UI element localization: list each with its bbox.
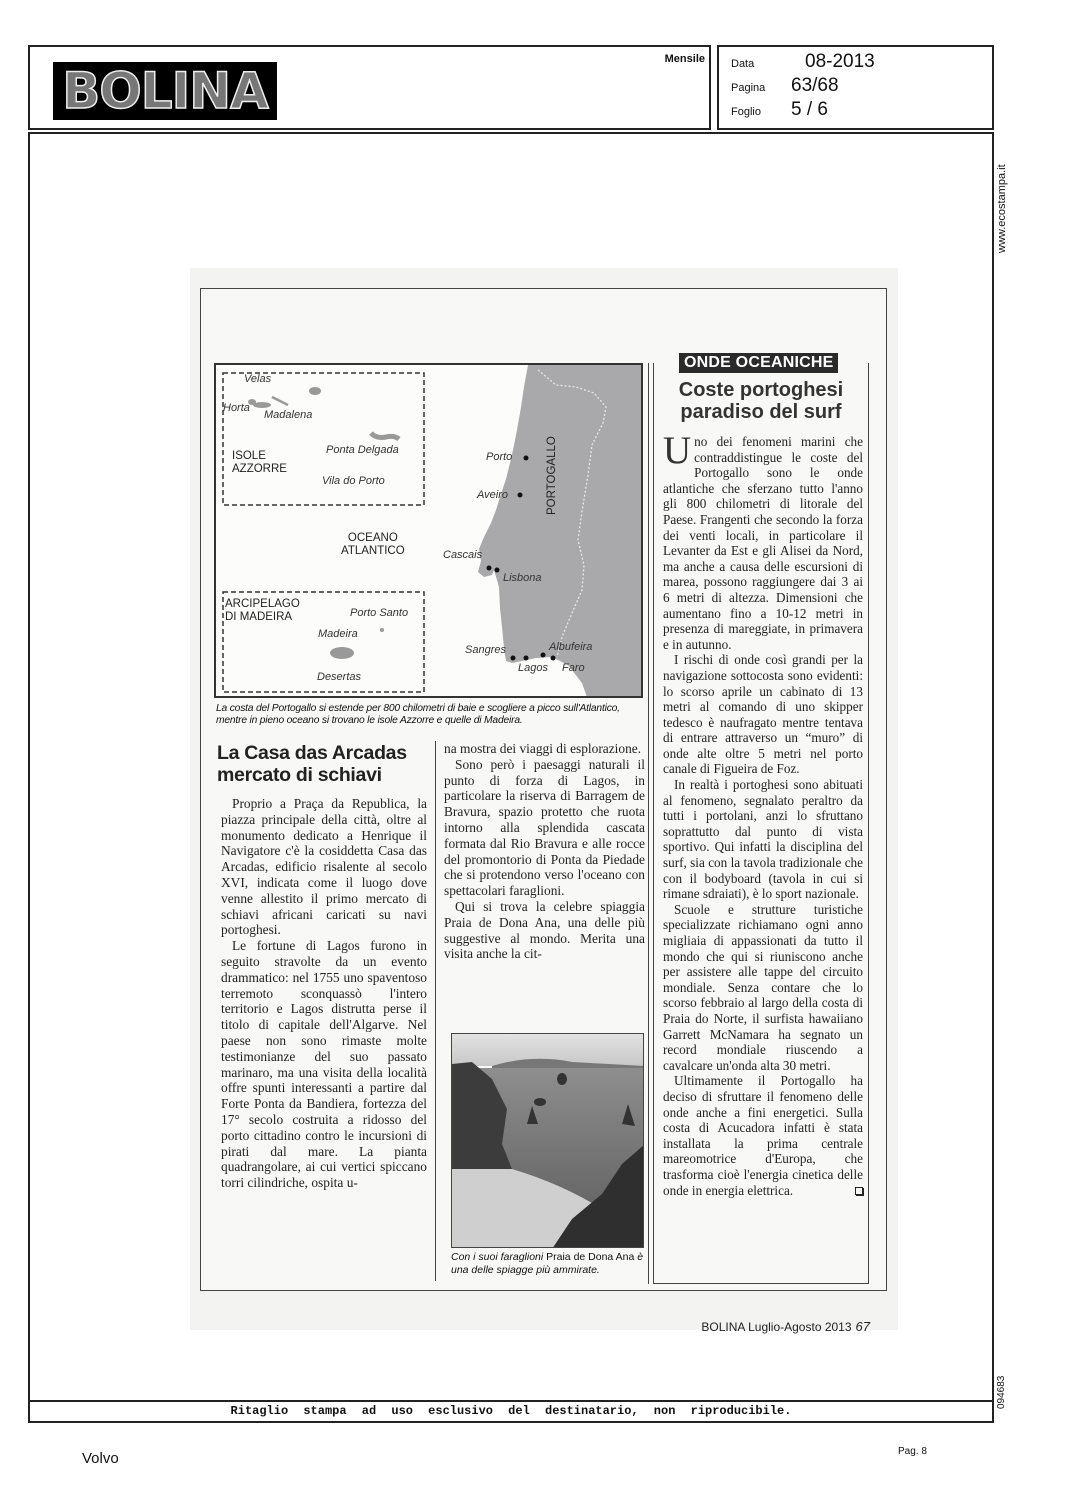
map-label-faro: Faro xyxy=(562,662,585,674)
photo-sea-stack-3 xyxy=(557,1073,567,1085)
meta-date: Data 08-2013 xyxy=(731,51,875,72)
issue-footer: BOLINA Luglio-Agosto 2013 67 xyxy=(701,1319,870,1334)
column-divider xyxy=(435,741,436,1281)
header-masthead-box xyxy=(28,45,711,130)
article-column-2 xyxy=(444,741,645,962)
city-dot-aveiro xyxy=(518,493,523,498)
side-url: www.ecostampa.it xyxy=(996,164,1008,253)
frequency-label: Mensile xyxy=(664,53,705,65)
map-label-ponta-delgada: Ponta Delgada xyxy=(326,444,399,456)
island-madeira xyxy=(330,647,354,659)
drop-cap: U xyxy=(663,429,692,472)
article-paragraph: na mostra dei viaggi di esplorazione. xyxy=(444,741,642,756)
sidebar-kicker: ONDE OCEANICHE xyxy=(679,353,838,373)
map-region-azores: ISOLE AZZORRE xyxy=(232,450,287,475)
article-title: La Casa das Arcadas mercato di schiavi xyxy=(217,742,407,786)
magazine-page xyxy=(200,288,887,1334)
client-name: Volvo xyxy=(82,1450,119,1467)
magazine-page-number: 67 xyxy=(855,1319,870,1334)
beach-photo xyxy=(451,1033,644,1248)
island-terceira xyxy=(309,387,321,395)
map-label-madalena: Madalena xyxy=(264,409,313,421)
map-label-aveiro: Aveiro xyxy=(477,489,508,501)
map-label-cascais: Cascais xyxy=(443,549,483,561)
island-sao-jorge xyxy=(272,397,288,405)
map-label-porto: Porto xyxy=(486,451,513,463)
side-code: 094683 xyxy=(996,1375,1007,1409)
sidebar-paragraph: Ultimamente il Portogallo ha deciso di sfruttare il fenomeno delle onde anche a fini energetici. Sulla costa di Acucadora infatti è stata installata la prima centrale mareomotrice d'Europa, che trasforma cioè l'energia cinetica delle onde in energia elettrica. xyxy=(663,1073,863,1198)
map-label-country: PORTOGALLO xyxy=(546,436,558,515)
city-dot-albufeira xyxy=(541,653,546,658)
map-label-lisbona: Lisbona xyxy=(503,572,542,584)
map-label-desertas: Desertas xyxy=(317,671,362,683)
map-label-lagos: Lagos xyxy=(518,662,548,674)
header-meta-box xyxy=(717,45,994,130)
portugal-map xyxy=(214,363,643,698)
sidebar-paragraph: Uno dei fenomeni marini che contraddistingue le coste del Portogallo sono le onde atlantiche che sferzano tutto l'anno gli 800 chilometri di litorale del Paese. Frangenti che secondo la forza dei venti locali, in particolare il Levanter da Est e gli Alisei da Nord, ma anche a causa delle escursioni di marea, possono raggiungere dai 3 ai 6 metri di altezza. Dimensioni che aumentano fino a 10-12 metri in presenza di mareggiate, in primavera e in autunno. xyxy=(663,429,863,652)
city-dot-lagos xyxy=(524,656,529,661)
beach-photo-graphic xyxy=(452,1034,644,1248)
page-number: Pag. 8 xyxy=(898,1446,927,1457)
map-region-madeira: ARCIPELAGO DI MADEIRA xyxy=(225,598,300,623)
meta-page: Pagina 63/68 xyxy=(731,75,839,96)
article-column-1 xyxy=(221,796,427,1191)
map-label-albufeira: Albufeira xyxy=(549,641,593,653)
photo-sea-stack-4 xyxy=(534,1098,546,1106)
city-dot-cascais xyxy=(487,566,492,571)
article-paragraph: Proprio a Praça da Republica, la piazza principale della città, oltre al monumento dedicato a Henrique il Navigatore c'è la cosiddetta Casa das Arcadas, edificio risalente al secolo XVI, indicata come il luogo dove venne allestito il primo mercato di schiavi africani caricati su navi portoghesi. xyxy=(221,796,427,938)
map-caption: La costa del Portogallo si estende per 800 chilometri di baie e scogliere a picco sull'Atlantico, mentre in pieno oceano si trovano le isole Azzorre e quelle di Madeira. xyxy=(216,703,620,726)
map-label-vila-do-porto: Vila do Porto xyxy=(322,475,385,487)
meta-sheet: Foglio 5 / 6 xyxy=(731,99,828,120)
article-paragraph: Le fortune di Lagos furono in seguito stravolte da un evento drammatico: nel 1755 uno spaventoso terremoto sconquassò l'intero territorio e Lagos distrutta perse il titolo di capitale dell'Algarve. Nel paese non sono rimaste molte testimonianze del suo passato marinaro, ma una visita della località offre spunti interessanti a partire dal Forte Ponta da Bandiera, fortezza del 17° secolo costruita a ridosso del porto cittadino contro le incursioni di pirati dal mare. La pianta quadrangolare, ai cui vertici spiccano torri cilindriche, ospita u- xyxy=(221,938,427,1191)
article-paragraph: Sono però i paesaggi naturali il punto di forza di Lagos, in particolare la riserva di Barragem de Bravura, spazio protetto che ruota intorno alla splendida cascata formata dal Rio Bravura e alle rocce del promontorio di Ponta da Piedade che si protendono verso l'oceano con spettacolari faraglioni. xyxy=(444,756,645,899)
island-porto-santo xyxy=(380,628,384,632)
press-clipping xyxy=(190,268,898,1334)
map-label-porto-santo: Porto Santo xyxy=(350,607,409,619)
city-dot-lisbona xyxy=(495,568,500,573)
sidebar-box-rule xyxy=(648,363,649,1284)
article-paragraph: Qui si trova la celebre spiaggia Praia de Dona Ana, una delle più suggestive al mondo. Merita una visita anche la cit- xyxy=(444,898,645,962)
sidebar-paragraph: I rischi di onde così grandi per la navigazione sottocosta sono evidenti: lo scorso aprile un cabinato di 13 metri al comando di uno skipper tedesco è naufragato mentre tentava di entrare attraverso un “muro” di onde alte oltre 5 metri nel porto canale di Figueira de Foz. xyxy=(663,652,863,777)
map-label-velas: Velas xyxy=(244,373,272,385)
end-of-article-icon xyxy=(855,1187,863,1195)
sidebar-paragraph: In realtà i portoghesi sono abituati al fenomeno, segnalato peraltro da tutti i portolani, anzi lo sfruttano soprattutto dal punto di vista sportivo. Qui infatti la disciplina del surf, sia con la tavola tradizionale che con il bodyboard (tavola in cui si rimane sdraiati), è lo sport nazionale. xyxy=(663,777,863,902)
map-label-sangres: Sangres xyxy=(465,644,506,656)
bolina-logo: BOLINA xyxy=(53,62,277,120)
map-region-ocean: OCEANO ATLANTICO xyxy=(341,532,405,557)
city-dot-sangres xyxy=(511,656,516,661)
photo-caption: Con i suoi faraglioni Praia de Dona Ana è una delle spiagge più ammirate. xyxy=(451,1251,644,1276)
sidebar-text xyxy=(663,429,863,1198)
map-label-madeira: Madeira xyxy=(318,628,358,640)
reproduction-notice: Ritaglio stampa ad uso esclusivo del destinatario, non riproducibile. xyxy=(30,1400,992,1421)
map-label-horta: Horta xyxy=(223,402,250,414)
city-dot-faro xyxy=(551,656,556,661)
sidebar-title: Coste portoghesi paradiso del surf xyxy=(678,379,844,423)
island-sao-miguel xyxy=(371,433,399,439)
city-dot-porto xyxy=(524,456,529,461)
sidebar-paragraph: Scuole e strutture turistiche specializzate richiamano ogni anno migliaia di appassionati da tutto il mondo che qui si riuniscono anche per assistere alle tappe del circuito mondiale. Senza contare che lo scorso febbraio al largo della costa di Praia do Norte, il surfista hawaiiano Garrett McNamara ha segnato un record mondiale riuscendo a cavalcare un'onda alta 30 metri. xyxy=(663,901,863,1073)
